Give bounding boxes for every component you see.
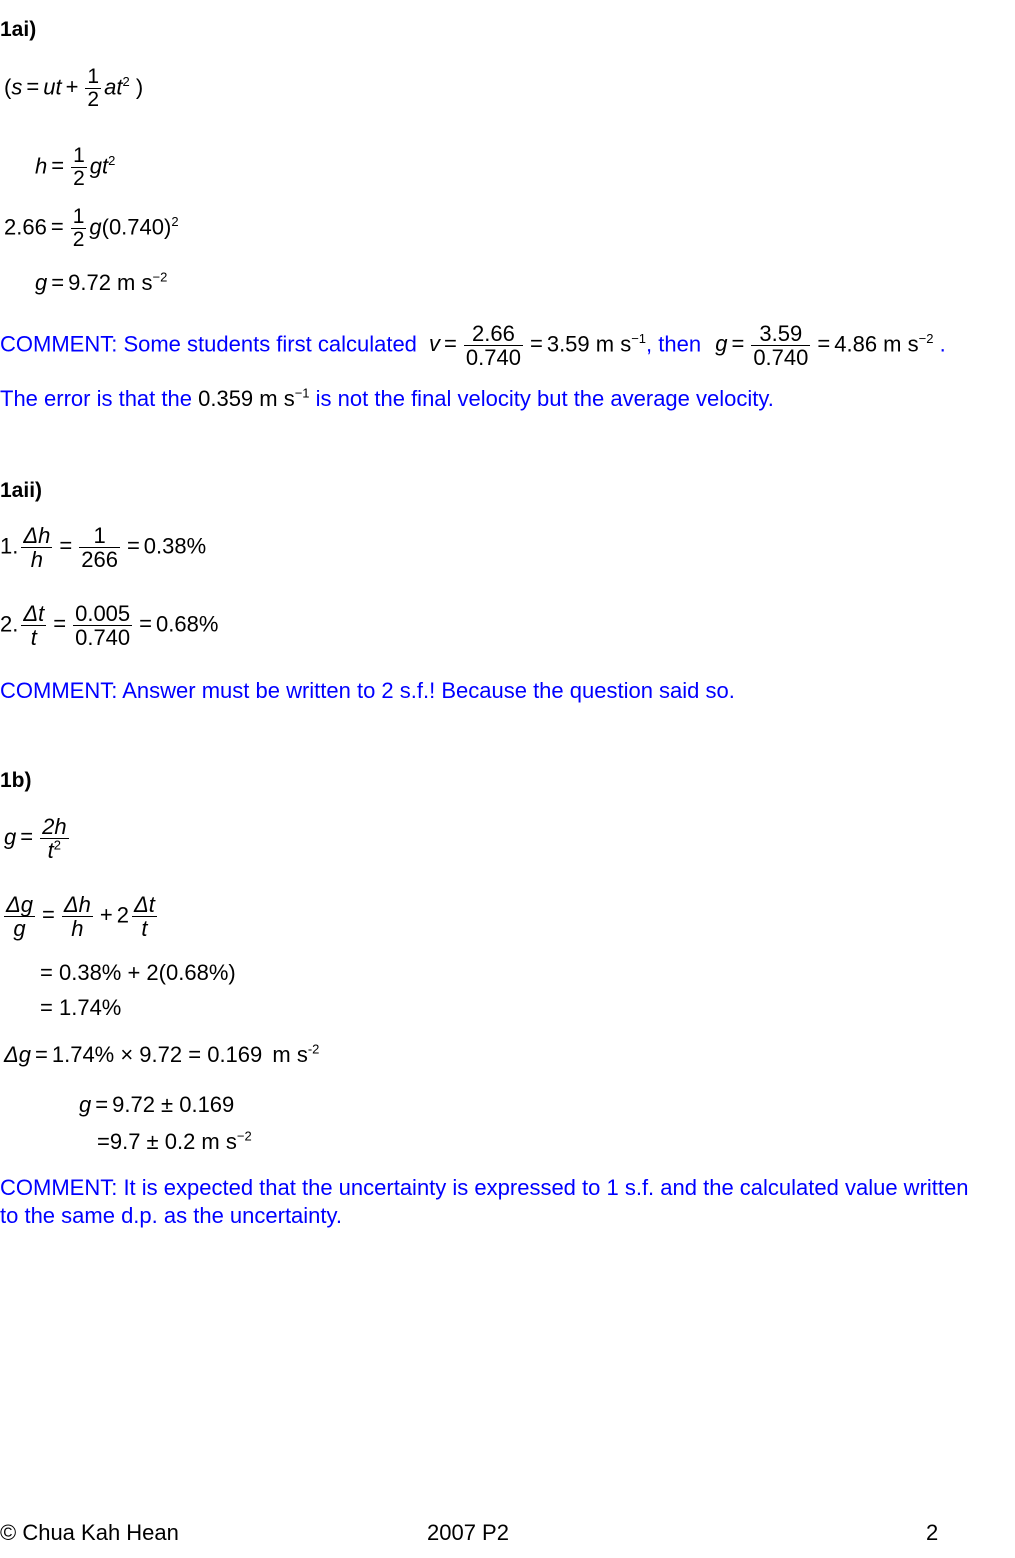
equation-final-2: =9.7 ± 0.2 m $s^{-2}$: [97, 1128, 252, 1154]
equation-g-formula: g = $\frac{2h}{t^2}$: [4, 814, 67, 864]
comment-1aii: COMMENT: Answer must be written to 2 s.f.! Because the question said so.: [0, 678, 735, 703]
equation-delta-g: Δg = 1.74% × 9.72 = 0.169 m $s^{-2}$: [4, 1041, 320, 1067]
section-heading-1b: 1b): [0, 769, 32, 792]
equation-error-propagation: $\frac{\Delta g}{g}$ = $\frac{\Delta h}{h}$ + 2 $\frac{\Delta t}{t}$: [6, 892, 155, 942]
footer-page-number: 2: [926, 1520, 939, 1545]
equation-g-result: g = 9.72 m $s^{-2}$: [35, 269, 168, 295]
comment-1b-line1: COMMENT: It is expected that the uncertainty is expressed to 1 s.f. and the calculated value written: [0, 1175, 969, 1200]
section-heading-1ai: 1ai): [0, 18, 37, 41]
equation-error-line2: = 0.38% + 2(0.68%): [40, 960, 236, 985]
comment-1ai-line2: The error is that the 0.359 m $s^{-1}$ is not the final velocity but the average velocity.: [0, 385, 774, 411]
section-heading-1aii: 1aii): [0, 479, 43, 502]
footer-paper: 2007 P2: [427, 1520, 509, 1545]
uncertainty-item-1: 1. $\frac{\Delta h}{h}$ = $\frac{1}{266}$ = 0.38%: [0, 523, 207, 573]
equation-error-line3: = 1.74%: [40, 995, 122, 1020]
uncertainty-item-2: 2. $\frac{\Delta t}{t}$ = $\frac{0.005}{0.740}$ = 0.68%: [0, 601, 219, 651]
comment-1b-line2: to the same d.p. as the uncertainty.: [0, 1203, 343, 1228]
equation-h: h = $\frac{1}{2}$ $gt^2$: [35, 144, 116, 191]
comment-1ai-line1: COMMENT: Some students first calculated v = $\frac{2.66}{0.740}$ = 3.59 m $s^{-1}$, then g = $\frac{3.59}{0.740}$ = 4.86 m $s^{-2}$ .: [0, 321, 946, 371]
suvat-equation: (s = ut + $\frac{1}{2}$ $at^2$ ): [4, 65, 144, 112]
equation-substitution: 2.66 = $\frac{1}{2}$ $g(0.740)^2$: [4, 205, 179, 252]
equation-final-1: g = 9.72 ± 0.169: [79, 1092, 235, 1117]
footer-copyright: © Chua Kah Hean: [0, 1520, 179, 1545]
